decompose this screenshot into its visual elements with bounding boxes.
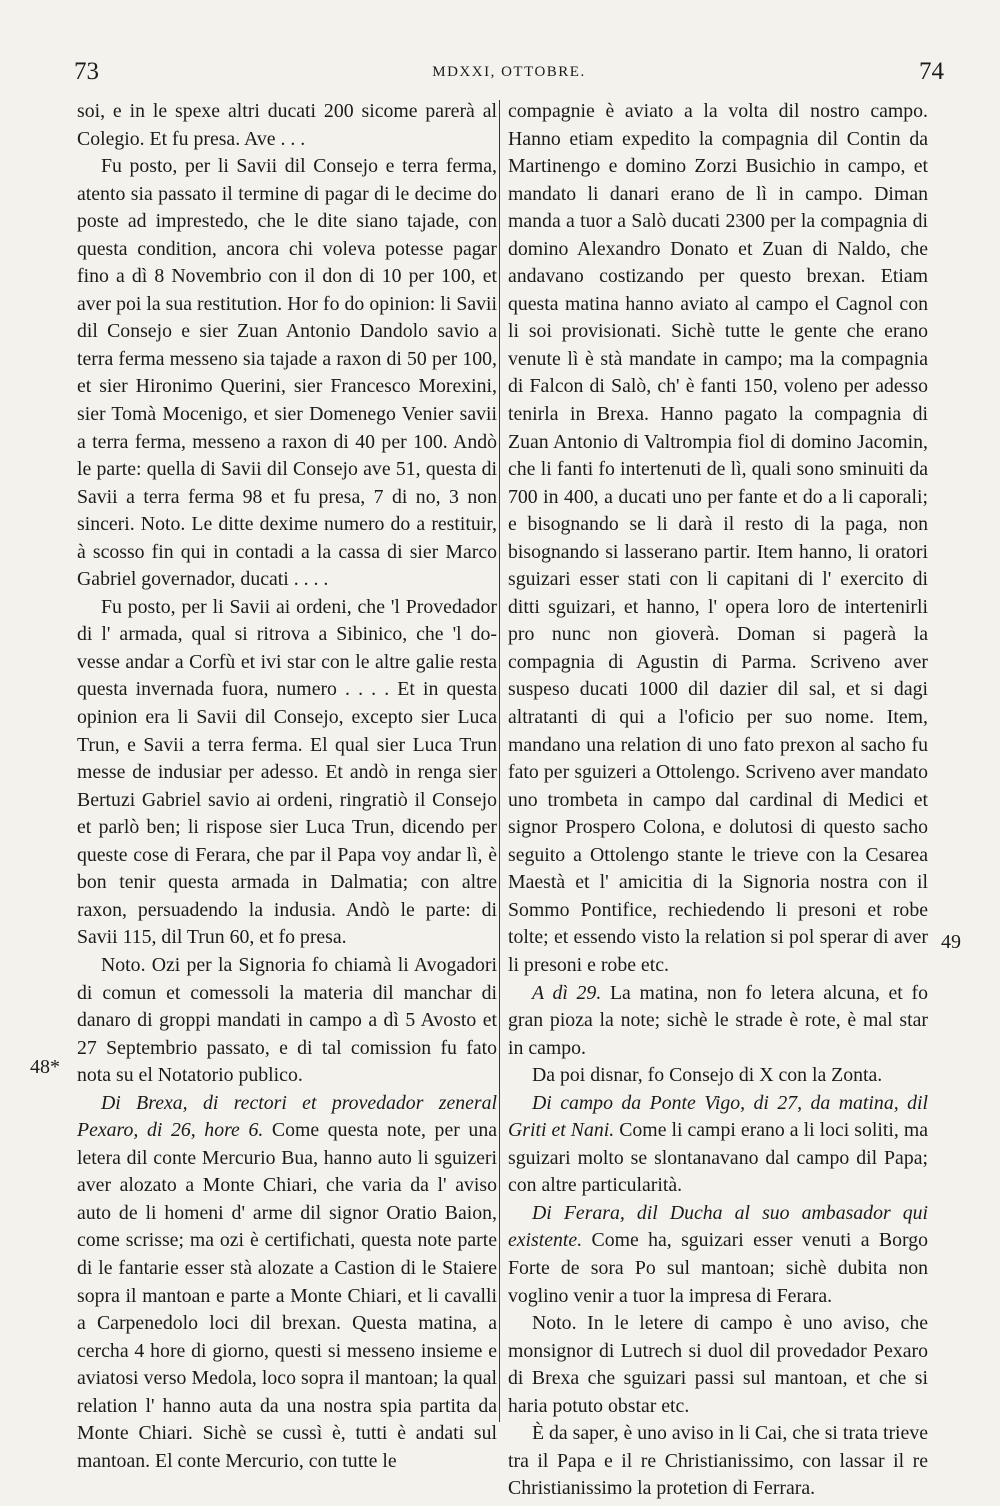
date-heading: A dì 29. bbox=[532, 981, 602, 1004]
paragraph: Da poi disnar, fo Consejo di X con la Zonta. bbox=[532, 1064, 883, 1087]
paragraph: Fu posto, per li Savii dil Consejo e terra ferma, atento sia passato il termine di pagar di le decime do poste ad imprestedo, che le dite siano tajade, con questa condition, ancora chi voleva potesse pagar fino a dì 8 Novembrio con il don di 10 per 100, et aver poi la sua restitution. Hor fo do opinion: li Savii dil Consejo e sier Zuan Antonio Dandolo savio a terra ferma messeno sia tajade a raxon di 50 per 100, et sier Hironimo Querini, sier Francesco Morexini, sier Tomà Mocenigo, et sier Domenego Venier savii a terra ferma, messeno a raxon di 40 per 100. Andò le parte: quella di Savii dil Consejo ave 51, questa di Savii a terra ferma 98 et fu presa, 7 di no, 3 non sinceri. Noto. Le ditte dexime numero do a restituir, à scosso fin qui in contadi a la cassa di sier Marco Gabriel governador, ducati . . . . bbox=[77, 155, 497, 591]
paragraph: Di campo da Ponte Vigo, di 27, da matina, dil Griti et Nani. Come li campi erano a li loci soliti, ma sguizari molto se slontanavano dal campo dil Papa; con altre particularità. bbox=[508, 1091, 928, 1197]
margin-note-right: 49 bbox=[941, 931, 961, 953]
paragraph: Di Brexa, di rectori et provedador zeneral Pexaro, di 26, hore 6. Come questa note, per una letera dil conte Mercurio Bua, hanno auto li sguizeri aver alozato a Monte Chiari, che varia da l' aviso auto de li homeni d' arme dil signor Oratio Baion, come scrisse; ma ozi è certifichati, questa note parte di le fantarie esser stà alozate a Castion di le Staiere sopra il mantoan e parte a Monte Chiari, et li cavalli a Carpenedolo loci dil brexan. Questa matina, a cercha 4 hore di giorno, questi si messeno insieme e aviatosi verso Medola, loco sopra il mantoan; la qual relation l' hanno auta da una nostra spia partita da Monte Chiari. Sichè se cussì è, tutti è andati sul mantoan. El conte Mercurio, con tutte le bbox=[77, 1091, 497, 1472]
page-number-right: 74 bbox=[919, 58, 944, 85]
margin-note-left: 48* bbox=[30, 1056, 60, 1078]
paragraph: È da saper, è uno aviso in li Cai, che si trata trieve tra il Papa e il re Christianissimo, con lassar il re Christianissimo la protetion di Ferrara. bbox=[508, 1422, 928, 1500]
paragraph: A dì 29. La matina, non fo letera alcuna, et fo gran pioza la note; sichè le strade è rote, è mal star in campo. bbox=[508, 981, 928, 1059]
paragraph: Di Ferara, dil Ducha al suo ambasador qui existente. Come ha, sguizari esser venuti a Borgo Forte de sora Po sul mantoan; sichè dubita non voglino venir a tuor la impresa di Ferara. bbox=[508, 1201, 928, 1307]
left-column bbox=[77, 98, 497, 1475]
paragraph: Noto. Ozi per la Signoria fo chiamà li Avogadori di comun et comessoli la materia dil manchar di danaro di groppi mandati in campo a dì 5 Avosto et 27 Septembrio passato, e di tal comission fu fato nota su el Notatorio publico. bbox=[77, 953, 497, 1087]
paragraph: compagnie è aviato a la volta dil nostro campo. Hanno etiam expedito la compagnia dil Contin da Martinengo e domino Zorzi Busichio in campo, et mandato li danari erano de lì in campo. Diman manda a tuor a Salò ducati 2300 per la compagnia di domino Alexandro Donato et Zuan di Naldo, che andavano costizando per questo brexan. Etiam questa matina hanno aviato al campo el Cagnol con li soi provisionati. Sichè tutte le gente che erano venute lì è stà mandate in campo; ma la compagnia di Falcon di Salò, ch' è fanti 150, voleno per adesso tenirla in Brexa. Hanno pagato la compagnia di Zuan Antonio di Valtrompia fiol di domino Jacomin, che li fanti fo intertenuti de lì, quali sono sminuiti da 700 in 400, a ducati uno per fante et do a li caporali; e bisognando se li darà il resto di la paga, non bisognando si lasserano partir. Item hanno, li oratori sguizari esser stati con li capitani di l' exercito di ditti sguizari, et hanno, l' opera loro de intertenirli pro nunc non gioverà. Doman si pagerà la compagnia di Agustin di Parma. Scriveno aver suspeso ducati 1000 dil dazier dil sal, et si dagi altratanti di qui a l'oficio per suo nome. Item, mandano una relation di uno fato prexon al sacho fu fato per sguizeri a Ottolengo. Scriveno aver mandato uno trombeta in campo dal cardinal di Medici et signor Prospero Colona, e dolutosi di questo sacho seguito a Ottolengo stante le trieve con la Cesarea Maestà et l' amicitia di la Signoria nostra con il Sommo Pontifice, rechiedendo li presoni et robe tolte; et essendo visto la relation si pol sperar di aver li presoni e robe etc. bbox=[508, 100, 928, 976]
running-title: MDXXI, OTTOBRE. bbox=[432, 64, 586, 80]
right-column bbox=[508, 98, 928, 1503]
letter-heading: Di Ferara, dil Ducha al suo ambasador qui existente. bbox=[508, 1201, 928, 1252]
column-divider bbox=[499, 100, 500, 1422]
letter-heading: Di campo da Ponte Vigo, di 27, da matina, dil Griti et Nani. bbox=[508, 1091, 928, 1142]
paragraph: Fu posto, per li Savii ai ordeni, che 'l Provedador di l' armada, qual si ritrova a Sibinico, che 'l do-vesse andar a Corfù et ivi star con le altre galie resta questa invernada fuora, numero . . . . Et in questa opinion era li Savii dil Consejo, excepto sier Luca Trun, e Savii a terra ferma. El qual sier Luca Trun messe de indusiar per adesso. Et andò in renga sier Bertuzi Gabriel savio ai ordeni, ringratiò il Consejo et parlò ben; li rispose sier Luca Trun, dicendo per queste cose di Ferara, che par il Papa voy andar lì, è bon tenir questa armada in Dalmatia; con altre raxon, persuadendo la indusia. Andò le parte: di Savii 115, dil Trun 60, et fo presa. bbox=[77, 595, 497, 949]
page-number-left: 73 bbox=[74, 58, 99, 85]
paragraph: soi, e in le spexe altri ducati 200 sicome parerà al Colegio. Et fu presa. Ave . . . bbox=[77, 100, 497, 150]
letter-heading: Di Brexa, di rectori et provedador zeneral Pexaro, di 26, hore 6. bbox=[77, 1091, 497, 1142]
page-header bbox=[74, 58, 944, 92]
paragraph: Noto. In le letere di campo è uno aviso, che monsignor di Lutrech si duol dil provedador Pexaro di Brexa che sguizari passi sul mantoan, et che si haria potuto obstar etc. bbox=[508, 1312, 928, 1417]
